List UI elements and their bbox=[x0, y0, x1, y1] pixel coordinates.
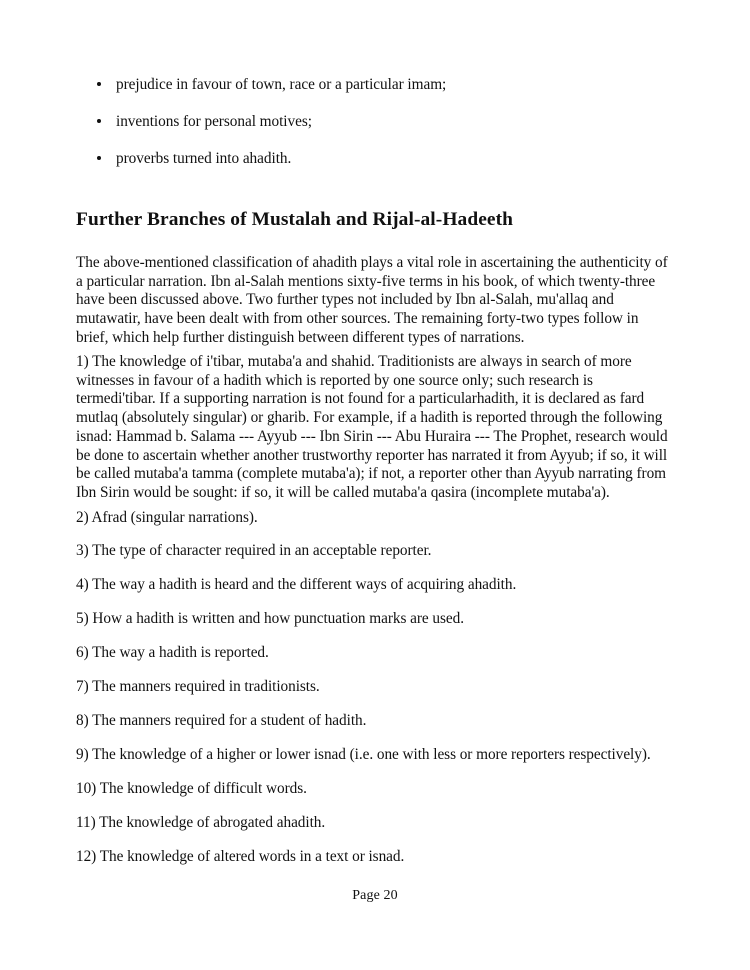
bullet-list-item bbox=[96, 113, 676, 131]
numbered-item-1-paragraph: 1) The knowledge of i'tibar, mutaba'a and shahid. Traditionists are always in search of more witnesses in favour of a hadith which is reported by one source only; such research is termedi'tibar. If a supporting narration is not found for a particularhadith, it is declared as fard mutlaq (absolutely singular) or gharib. For example, if a hadith is reported through the following isnad: Hammad b. Salama --- Ayyub --- Ibn Sirin --- Abu Huraira --- The Prophet, research would be done to ascertain whether another trustworthy reporter has narrated it from Ayyub; if so, it will be called mutaba'a tamma (complete mutaba'a); if not, a reporter other than Ayyub narrating from Ibn Sirin would be sought: if so, it will be called mutaba'a qasira (incomplete mutaba'a). bbox=[76, 353, 668, 501]
numbered-list-item: 7) The manners required in traditionists. bbox=[76, 678, 320, 695]
bullet-dot-icon bbox=[97, 82, 101, 86]
intro-paragraph: The above-mentioned classification of ahadith plays a vital role in ascertaining the authenticity of a particular narration. Ibn al-Salah mentions sixty-five terms in his book, of which twenty-three have been discussed above. Two further types not included by Ibn al-Salah, mu'allaq and mutawatir, have been dealt with from other sources. The remaining forty-two types follow in brief, which help further distinguish between different types of narrations. bbox=[76, 254, 668, 346]
bullet-list bbox=[96, 76, 676, 187]
numbered-list-item: 4) The way a hadith is heard and the different ways of acquiring ahadith. bbox=[76, 576, 517, 593]
numbered-list-item: 12) The knowledge of altered words in a text or isnad. bbox=[76, 848, 405, 865]
numbered-list-item: 5) How a hadith is written and how punctuation marks are used. bbox=[76, 610, 464, 627]
bullet-list-item bbox=[96, 150, 676, 168]
bullet-dot-icon bbox=[97, 156, 101, 160]
numbered-list-item: 8) The manners required for a student of hadith. bbox=[76, 712, 367, 729]
numbered-list-item: 3) The type of character required in an acceptable reporter. bbox=[76, 542, 432, 559]
bullet-dot-icon bbox=[97, 119, 101, 123]
numbered-list-item: 2) Afrad (singular narrations). bbox=[76, 509, 258, 526]
bullet-list-item-label: inventions for personal motives; bbox=[116, 113, 312, 130]
numbered-list-item: 9) The knowledge of a higher or lower isnad (i.e. one with less or more reporters respectively). bbox=[76, 746, 651, 763]
bullet-list-item bbox=[96, 76, 676, 94]
bullet-list-item-label: proverbs turned into ahadith. bbox=[116, 150, 292, 167]
page-footer: Page 20 bbox=[352, 888, 398, 903]
bullet-list-item-label: prejudice in favour of town, race or a particular imam; bbox=[116, 76, 447, 93]
numbered-list-item: 6) The way a hadith is reported. bbox=[76, 644, 269, 661]
numbered-list-item: 11) The knowledge of abrogated ahadith. bbox=[76, 814, 326, 831]
section-heading: Further Branches of Mustalah and Rijal-al-Hadeeth bbox=[76, 209, 514, 230]
numbered-list-item: 10) The knowledge of difficult words. bbox=[76, 780, 307, 797]
